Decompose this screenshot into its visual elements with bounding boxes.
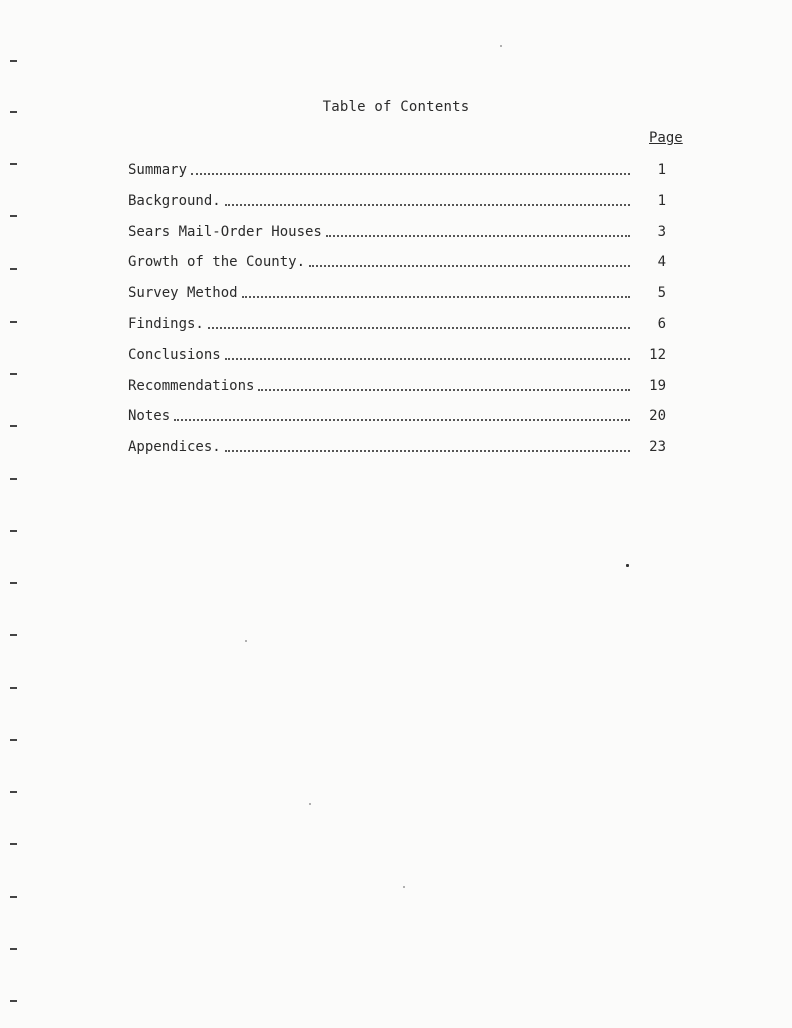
dot-leader — [242, 282, 630, 298]
toc-entry-page: 5 — [657, 285, 666, 302]
toc-entry — [128, 162, 668, 193]
toc-entry-page: 1 — [657, 162, 666, 178]
toc-entry — [128, 316, 668, 347]
dot-leader — [225, 436, 630, 452]
toc-entry-page: 19 — [649, 377, 666, 394]
margin-tick — [10, 163, 17, 165]
toc-entry-label: Findings. — [128, 315, 204, 332]
toc-entry-page: 20 — [649, 408, 666, 425]
page-title: Table of Contents — [322, 99, 470, 115]
margin-tick — [10, 478, 17, 480]
margin-tick — [10, 373, 17, 375]
toc-entry-label: Notes — [128, 408, 171, 425]
margin-tick — [10, 60, 17, 62]
scan-speck — [500, 45, 502, 47]
margin-tick-marks — [0, 0, 30, 1028]
toc-entry — [128, 193, 668, 224]
toc-entry-page: 12 — [649, 346, 666, 363]
dot-leader — [326, 221, 630, 237]
toc-entry-page: 4 — [657, 254, 666, 271]
dot-leader — [309, 251, 630, 267]
dot-leader — [225, 344, 630, 360]
margin-tick — [10, 321, 17, 323]
margin-tick — [10, 582, 17, 584]
dot-leader — [225, 190, 630, 206]
scan-speck — [403, 886, 405, 888]
toc-entry — [128, 285, 668, 316]
table-of-contents — [128, 162, 668, 470]
scan-speck — [626, 564, 629, 567]
toc-entry — [128, 347, 668, 378]
toc-entry — [128, 439, 668, 470]
margin-tick — [10, 425, 17, 427]
toc-entry-label: Appendices. — [128, 439, 221, 456]
toc-entry-label: Recommendations — [128, 377, 255, 394]
margin-tick — [10, 739, 17, 741]
toc-entry-label: Growth of the County. — [128, 254, 306, 271]
margin-tick — [10, 530, 17, 532]
margin-tick — [10, 948, 17, 950]
dot-leader — [258, 375, 630, 391]
toc-entry-page: 23 — [649, 439, 666, 456]
toc-entry-page: 1 — [657, 192, 666, 209]
page-column-header: Page — [649, 130, 683, 146]
toc-entry-page: 6 — [657, 315, 666, 332]
dot-leader — [208, 313, 630, 329]
dot-leader — [174, 405, 630, 421]
scan-speck — [245, 640, 247, 642]
toc-entry-label: Background. — [128, 192, 221, 209]
margin-tick — [10, 215, 17, 217]
margin-tick — [10, 687, 17, 689]
margin-tick — [10, 896, 17, 898]
margin-tick — [10, 1000, 17, 1002]
toc-entry-label: Summary — [128, 162, 188, 178]
dot-leader — [191, 159, 630, 175]
toc-entry-label: Conclusions — [128, 346, 221, 363]
toc-entry — [128, 224, 668, 255]
margin-tick — [10, 791, 17, 793]
toc-entry — [128, 254, 668, 285]
toc-entry — [128, 408, 668, 439]
margin-tick — [10, 634, 17, 636]
toc-entry-page: 3 — [657, 223, 666, 240]
toc-entry — [128, 378, 668, 409]
toc-entry-label: Sears Mail-Order Houses — [128, 223, 322, 240]
scan-speck — [309, 803, 311, 805]
margin-tick — [10, 268, 17, 270]
toc-entry-label: Survey Method — [128, 285, 238, 302]
margin-tick — [10, 843, 17, 845]
